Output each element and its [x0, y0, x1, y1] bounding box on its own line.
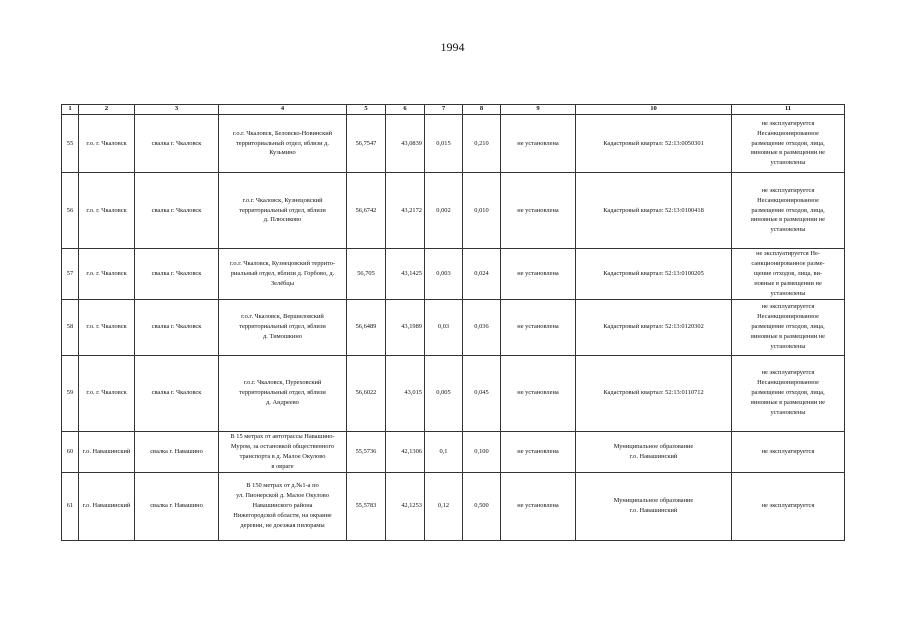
cell-location [219, 249, 347, 300]
cell-status-line: виновные в размещении не [750, 333, 826, 341]
cell-location-line: транспорта в д. Малое Окулово [239, 452, 326, 460]
column-header: 8 [463, 105, 501, 115]
cell-col8: 0,045 [463, 355, 501, 431]
cell-municipality: г.о. Навашинский [79, 472, 135, 540]
cell-status-line: размещение отходов, лица, [751, 323, 825, 331]
column-header: 1 [62, 105, 79, 115]
cell-object-name: свалка г. Навашино [135, 472, 219, 540]
cell-longitude: 43,015 [386, 355, 425, 431]
cell-status-line: Несанкционированное [757, 196, 819, 204]
cell-location-line: г.о.г. Чкаловск, Кузнецовский [242, 196, 323, 204]
cell-cadastral-line: Кадастровый квартал: 52:13:0100418 [603, 206, 704, 214]
page-number: 1994 [440, 40, 465, 54]
table-row [62, 431, 845, 472]
cell-location-line: г.о.г. Чкаловск, Пуреховский [243, 379, 322, 387]
cell-latitude: 56,705 [347, 249, 386, 300]
cell-location-line: Кузьмино [269, 149, 296, 157]
cell-status-line: не эксплуатируется [761, 502, 815, 510]
cell-longitude: 42,1306 [386, 431, 425, 472]
table-header-row [62, 105, 845, 115]
cell-latitude: 56,6742 [347, 173, 386, 249]
cell-object-name: свалка г. Чкаловск [135, 173, 219, 249]
cell-col8: 0,036 [463, 299, 501, 355]
cell-status-line: не эксплуатируется [761, 447, 815, 455]
cell-location [219, 115, 347, 173]
cell-longitude: 43,1989 [386, 299, 425, 355]
cell-status-line: виновные в размещении не [750, 149, 826, 157]
cell-location-line: г.о.г. Чкаловск, Беловско-Новинский [232, 129, 333, 137]
cell-cadastral [576, 472, 732, 540]
cell-location-line: г.о.г. Чкаловск, Кузнецовский террито- [229, 259, 336, 267]
column-header: 7 [425, 105, 463, 115]
table-row [62, 472, 845, 540]
cell-location-line: д. Андреево [266, 399, 299, 407]
cell-status-line: не эксплуатируется [761, 303, 815, 311]
table-row [62, 299, 845, 355]
cell-longitude: 42,1253 [386, 472, 425, 540]
cell-status [732, 173, 845, 249]
cell-cadastral-line: Муниципальное образование [613, 497, 694, 505]
cell-cadastral-line: Кадастровый квартал: 52:13:0050301 [603, 139, 704, 147]
cell-location-line: территориальный отдел, вблизи д. [235, 139, 329, 147]
column-header: 11 [732, 105, 845, 115]
cell-latitude: 55,5783 [347, 472, 386, 540]
cell-col7: 0,005 [425, 355, 463, 431]
cell-location [219, 431, 347, 472]
cell-col9: не установлена [501, 299, 576, 355]
cell-cadastral [576, 299, 732, 355]
cell-cadastral-line: Кадастровый квартал: 52:13:0100205 [603, 269, 704, 277]
cell-status-line: Несанкционированное [757, 313, 819, 321]
cell-col7: 0,12 [425, 472, 463, 540]
cell-latitude: 56,7547 [347, 115, 386, 173]
cell-longitude: 43,2172 [386, 173, 425, 249]
cell-location-line: территориальный отдел, вблизи [239, 206, 326, 214]
cell-location-line: д. Тимошкино [263, 333, 302, 341]
cell-col7: 0,002 [425, 173, 463, 249]
cell-col8: 0,010 [463, 173, 501, 249]
cell-status-line: Несанкционированное [757, 379, 819, 387]
cell-location-line: г.о.г. Чкаловск, Вершиловский [241, 313, 324, 321]
cell-location-line: В 15 метрах от автотрассы Навашино- [230, 432, 335, 440]
cell-status [732, 431, 845, 472]
cell-col8: 0,210 [463, 115, 501, 173]
cell-col9: не установлена [501, 355, 576, 431]
cell-status [732, 472, 845, 540]
cell-location-line: Муром, за остановкой общественного [230, 442, 335, 450]
cell-col9: не установлена [501, 115, 576, 173]
table-row [62, 249, 845, 300]
cell-municipality: г.о. Навашинский [79, 431, 135, 472]
cell-location [219, 472, 347, 540]
table-row [62, 115, 845, 173]
column-header: 9 [501, 105, 576, 115]
cell-number: 55 [62, 115, 79, 173]
cell-status-line: размещение отходов, лица, [751, 206, 825, 214]
cell-status-line: виновные в размещении не [750, 399, 826, 407]
cell-status-line: установлены [770, 342, 806, 350]
cell-location [219, 299, 347, 355]
cell-location-line: ул. Пионерской д. Малое Окулово [236, 492, 329, 500]
cell-number: 56 [62, 173, 79, 249]
cell-status-line: не эксплуатируется [761, 119, 815, 127]
cell-col9: не установлена [501, 472, 576, 540]
cell-col7: 0,015 [425, 115, 463, 173]
cell-location-line: деревни, не доезжая пилорамы [240, 521, 325, 529]
cell-number: 57 [62, 249, 79, 300]
column-header: 10 [576, 105, 732, 115]
cell-location-line: Нижегородской области, на окраине [233, 512, 332, 520]
cell-status [732, 355, 845, 431]
table-row [62, 173, 845, 249]
cell-cadastral-line: Муниципальное образование [613, 442, 694, 450]
column-header: 5 [347, 105, 386, 115]
cell-cadastral [576, 431, 732, 472]
cell-object-name: свалка г. Чкаловск [135, 115, 219, 173]
column-header: 3 [135, 105, 219, 115]
cell-location-line: Зелёбцы [270, 279, 295, 287]
cell-status-line: санкционированное разме- [751, 259, 825, 267]
cell-col9: не установлена [501, 431, 576, 472]
cell-status-line: установлены [770, 408, 806, 416]
cell-col8: 0,500 [463, 472, 501, 540]
column-header: 6 [386, 105, 425, 115]
cell-status-line: виновные в размещении не [750, 216, 826, 224]
cell-longitude: 43,0839 [386, 115, 425, 173]
cell-number: 61 [62, 472, 79, 540]
cell-location-line: Навашинского района [252, 502, 313, 510]
cell-number: 59 [62, 355, 79, 431]
cell-cadastral-line: Кадастровый квартал: 52:13:0120302 [603, 323, 704, 331]
cell-status-line: не эксплуатируется [761, 186, 815, 194]
cell-location [219, 355, 347, 431]
cell-location-line: территориальный отдел, вблизи [239, 389, 326, 397]
cell-object-name: свалка г. Чкаловск [135, 249, 219, 300]
cell-cadastral-line: г.о. Навашинский [629, 452, 678, 460]
cell-number: 60 [62, 431, 79, 472]
cell-location-line: в овраге [271, 462, 294, 470]
column-header: 2 [79, 105, 135, 115]
cell-cadastral-line: г.о. Навашинский [629, 507, 678, 515]
cell-latitude: 55,5736 [347, 431, 386, 472]
cell-cadastral [576, 173, 732, 249]
cell-status-line: новные в размещении не [754, 279, 822, 287]
cell-latitude: 56,6022 [347, 355, 386, 431]
cell-status-line: установлены [770, 226, 806, 234]
table-row [62, 355, 845, 431]
cell-status-line: установлены [770, 159, 806, 167]
cell-cadastral [576, 355, 732, 431]
cell-longitude: 43,1425 [386, 249, 425, 300]
cell-col7: 0,003 [425, 249, 463, 300]
cell-municipality: г.о. г. Чкаловск [79, 173, 135, 249]
cell-municipality: г.о. г. Чкаловск [79, 249, 135, 300]
cell-municipality: г.о. г. Чкаловск [79, 115, 135, 173]
cell-col7: 0,1 [425, 431, 463, 472]
cell-status-line: размещение отходов, лица, [751, 389, 825, 397]
cell-location-line: д. Плюсиково [263, 216, 302, 224]
cell-status-line: Несанкционированное [757, 129, 819, 137]
cell-location-line: территориальный отдел, вблизи [239, 323, 326, 331]
cell-col8: 0,100 [463, 431, 501, 472]
cell-status [732, 299, 845, 355]
cell-status [732, 249, 845, 300]
cell-latitude: 56,6489 [347, 299, 386, 355]
cell-col9: не установлена [501, 249, 576, 300]
cell-object-name: свалка г. Навашино [135, 431, 219, 472]
cell-location [219, 173, 347, 249]
cell-object-name: свалка г. Чкаловск [135, 299, 219, 355]
cell-location-line: В 150 метрах от д.№1-а по [246, 482, 319, 490]
cell-cadastral [576, 115, 732, 173]
cell-col8: 0,024 [463, 249, 501, 300]
cell-col7: 0,03 [425, 299, 463, 355]
cell-status-line: щение отходов, лица, ви- [753, 269, 823, 277]
cell-municipality: г.о. г. Чкаловск [79, 299, 135, 355]
cell-municipality: г.о. г. Чкаловск [79, 355, 135, 431]
cell-cadastral-line: Кадастровый квартал: 52:13:0110712 [603, 389, 704, 397]
cell-status [732, 115, 845, 173]
cell-status-line: не эксплуатируется [761, 369, 815, 377]
cell-location-line: риальный отдел, вблизи д. Горбово, д. [230, 269, 335, 277]
cell-object-name: свалка г. Чкаловск [135, 355, 219, 431]
cell-status-line: размещение отходов, лица, [751, 139, 825, 147]
cell-cadastral [576, 249, 732, 300]
landfill-registry-table [61, 104, 845, 541]
column-header: 4 [219, 105, 347, 115]
cell-status-line: не эксплуатируется Не- [756, 250, 820, 257]
cell-status-line: установлены [770, 289, 806, 297]
cell-number: 58 [62, 299, 79, 355]
cell-col9: не установлена [501, 173, 576, 249]
